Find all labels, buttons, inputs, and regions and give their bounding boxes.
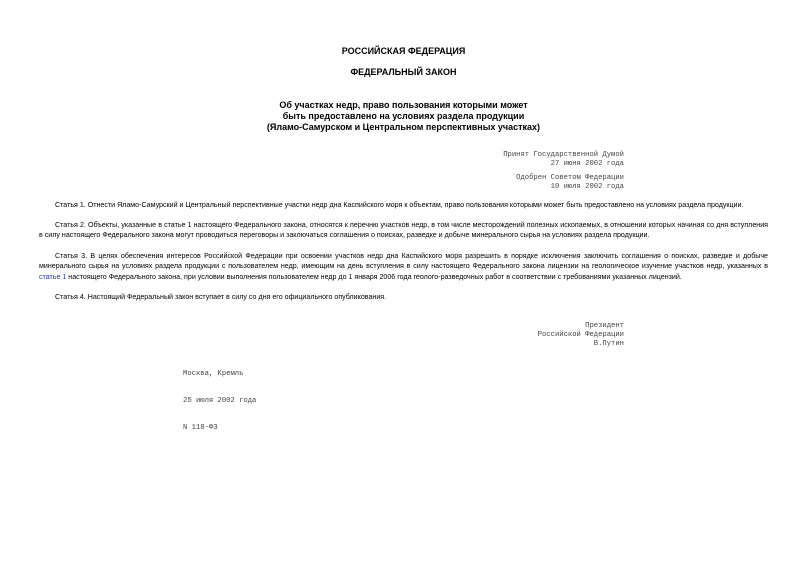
article-4: Статья 4. Настоящий Федеральный закон вступает в силу со дня его официального опубликования. (55, 293, 387, 301)
law-title-line-2: быть предоставлено на условиях раздела продукции (282, 111, 525, 121)
article-1-link[interactable]: статье 1 (39, 272, 67, 281)
signing-place-block (183, 352, 256, 451)
signing-place: Москва, Кремль (183, 370, 244, 378)
article-3 (39, 251, 768, 282)
law-title-line-3: (Яламо-Самурском и Центральном перспективных участках) (266, 122, 541, 132)
country-heading: РОССИЙСКАЯ ФЕДЕРАЦИЯ (341, 46, 466, 56)
signature-country: Российской Федерации (537, 331, 624, 339)
council-approval-line-2: 10 июля 2002 года (550, 183, 624, 191)
duma-adoption-line-2: 27 июня 2002 года (550, 160, 624, 168)
signature-name: В.Путин (593, 340, 624, 348)
council-approval-line-1: Одобрен Советом Федерации (516, 174, 624, 182)
article-3-text-part-1: Статья 3. В целях обеспечения интересов Российской Федерации при освоении участков недр дна Каспийского моря разрешить в порядке исключения заключить соглашения о поисках, разведке и добыче минерального сырья на условиях раздела продукции с пользователем недр, имеющим на день вступления в силу настоящего Федерального закона лицензии на геологическое изучение участков недр, указанных в (39, 252, 768, 271)
duma-adoption-line-1: Принят Государственной Думой (503, 151, 624, 159)
law-title-line-1: Об участках недр, право пользования которыми может (279, 100, 528, 110)
law-type-heading: ФЕДЕРАЛЬНЫЙ ЗАКОН (350, 67, 457, 77)
article-3-text-part-2: настоящего Федерального закона, при условии выполнения пользователем недр до 1 января 2006 года геолого-разведочных работ в соответствии с требованиями указанных лицензий. (68, 272, 682, 281)
signature-title: Президент (585, 322, 624, 330)
article-2: Статья 2. Объекты, указанные в статье 1 настоящего Федерального закона, относятся к перечню участков недр, в том числе месторождений полезных ископаемых, в отношении которых начиная со дня вступления в силу настоящего Федерального закона могут проводиться переговоры и заключаться соглашения о поисках, разведке и добыче минерального сырья на условиях раздела продукции. (39, 221, 768, 240)
article-1: Статья 1. Отнести Яламо-Самурский и Центральный перспективные участки недр дна Каспийского моря к объектам, право пользования которыми может быть предоставлено на условиях раздела продукции. (55, 201, 744, 209)
signing-date: 25 июля 2002 года (183, 397, 257, 405)
law-number: N 118-ФЗ (183, 424, 218, 432)
